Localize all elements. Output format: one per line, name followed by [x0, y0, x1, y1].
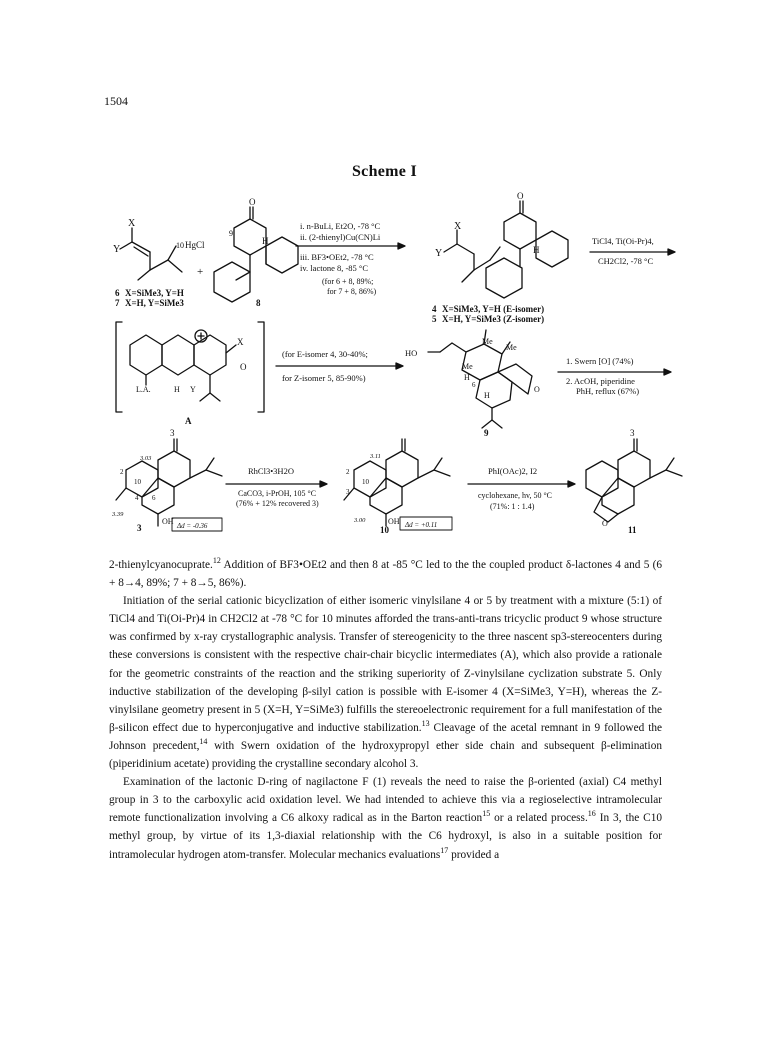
o-label-9: O: [534, 385, 540, 394]
c9-label: 9: [229, 229, 233, 238]
c4-label: 4: [135, 494, 139, 502]
c3-label-10: 3: [346, 488, 350, 496]
h-label-a: H: [174, 385, 180, 394]
y-label-a: Y: [190, 385, 196, 394]
c2-label-10: 2: [346, 468, 350, 476]
paragraph-3: Examination of the lactonic D-ring of nagilactone F (1) reveals the need to raise the β-oriented (axial) C4 methyl group in 3 to the carboxylic acid oxidation level. We had intended to achieve this via a regioselective intramolecular remote functionalization involving a C6 alkoxy radical as in the Barton reaction$^{15}$ or a related process.$^{16}$ In 3, the C10 methyl group, by virtue of its 1,3-diaxial relationship with the C6 hydroxyl, is also in a suitable position for intramolecular hydrogen atom-transfer. Molecular mechanics evaluations$^{17}$ provided a: [109, 776, 663, 861]
cond-recovered: (76% + 12% recovered 3): [236, 499, 319, 508]
label-7: 7: [115, 298, 120, 308]
hgcl-label: HgCl: [185, 240, 205, 250]
c10-label-3: 10: [134, 478, 141, 486]
me-label-2: Me: [506, 343, 517, 352]
label-6: 6: [115, 288, 120, 298]
y-label: Y: [113, 244, 121, 255]
yield-a: (for 6 + 8, 89%;: [322, 277, 374, 286]
oh-label-10: OH: [388, 517, 400, 526]
h-label: H: [262, 236, 269, 246]
me-label-3: Me: [462, 362, 473, 371]
oh-label: OH: [162, 517, 174, 526]
label-4: 4: [432, 304, 437, 314]
scheme-title: Scheme I: [351, 163, 418, 180]
body-text: [109, 556, 662, 864]
x-label: X: [128, 218, 136, 229]
reagent-ticl4: TiCl4, Ti(Oi-Pr)4,: [592, 236, 654, 246]
o-label-11: 3: [630, 428, 635, 438]
c10-label-10: 10: [362, 478, 369, 486]
reagent-phi: PhI(OAc)2, I2: [488, 466, 538, 476]
c10-label: 10: [176, 241, 184, 250]
delta-10: Δd = +0.11: [405, 521, 438, 529]
label-11: 11: [628, 525, 637, 535]
page-number: 1504: [104, 94, 128, 108]
shift-303: 3.03: [140, 455, 152, 462]
plus-sign: +: [197, 266, 204, 278]
step-ii: ii. (2-thienyl)Cu(CN)Li: [300, 232, 381, 242]
cond-z: for Z-isomer 5, 85-90%): [282, 373, 366, 383]
label-8: 8: [256, 298, 261, 308]
o-label-11b: O: [602, 519, 608, 528]
structure-10: [344, 439, 450, 526]
o-label: O: [249, 197, 256, 207]
structure-8: [214, 207, 298, 302]
cond-hv: cyclohexane, hv, 50 °C: [478, 491, 552, 500]
shift-300: 3.00: [354, 517, 366, 524]
paragraph-1: 2-thienylcyanocuprate.$^{12}$ Addition of BF3•OEt2 and then 8 at -85 °C led to the the coupled product δ-lactones 4 and 5 (6 + 8→4, 89%; 7 + 8→5, 86%).: [109, 556, 662, 590]
c6-label-3: 6: [152, 494, 156, 502]
step-reflux: PhH, reflux (67%): [576, 386, 640, 396]
step-swern: 1. Swern [O] (74%): [566, 356, 634, 366]
structure-6-7: [120, 228, 182, 280]
label-9: 9: [484, 428, 489, 438]
paragraph-2: Initiation of the serial cationic bicyclization of either isomeric vinylsilane 4 or 5 by treatment with a mixture (5:1) of TiCl4 and Ti(Oi-Pr)4 in CH2Cl2 at -78 °C for 10 minutes afforded the trans-anti-trans tricyclic product 9 whose structure was confirmed by x-ray crystallographic analysis. Transfer of stereogenicity to the three nascent sp3-stereocenters during these conversions is consistent with the respective chair-chair bicyclic intermediates (A), which also provide a rationale for the geometric constraints of the reaction and the striking superiority of Z-vinylsilane cyclization substrate 5. Only inductive stabilization of the developing β-silyl cation is possible with E-isomer 4 (X=SiMe3, Y=H), whereas the Z-vinylsilane geometry present in 5 (X=H, Y=SiMe3) fulfills the stereoelectronic requirement for a full manifestation of the β-silicon effect due to hyperconjugative and inductive stabilization.$^{13}$ Cleavage of the acetal remnant in 9 followed the Johnson precedent,$^{14}$ with Swern oxidation of the hydroxypropyl ether side chain and subsequent β-elimination (piperidinium acetate) providing the crystalline secondary alcohol 3.: [109, 595, 662, 771]
shift-339: 3.39: [112, 511, 124, 518]
label-5-def: X=H, Y=SiMe3 (Z-isomer): [442, 314, 545, 324]
o-label-a: O: [240, 362, 247, 372]
reagent-ch2cl2: CH2Cl2, -78 °C: [598, 256, 654, 266]
y-label-45: Y: [435, 248, 443, 259]
label-3: 3: [137, 523, 142, 533]
label-a: A: [185, 416, 192, 426]
step-iii: iii. BF3•OEt2, -78 °C: [300, 252, 374, 262]
reagent-rhcl3: RhCl3•3H2O: [248, 466, 294, 476]
step-i: i. n-BuLi, Et2O, -78 °C: [300, 221, 381, 231]
step-acoh: 2. AcOH, piperidine: [566, 376, 635, 386]
h-label-45: H: [533, 245, 540, 255]
c2-label: 2: [120, 468, 124, 476]
label-5: 5: [432, 314, 437, 324]
o-label-3: 3: [170, 428, 175, 438]
structure-3: [116, 439, 222, 526]
delta-3: Δd = -0.36: [177, 522, 208, 530]
c6-label: 6: [472, 381, 476, 389]
structure-4-5: [444, 201, 568, 298]
yield-b: for 7 + 8, 86%): [327, 287, 377, 296]
label-4-def: X=SiMe3, Y=H (E-isomer): [442, 304, 545, 314]
step-iv: iv. lactone 8, -85 °C: [300, 263, 368, 273]
h-label-9: H: [484, 391, 490, 400]
o-label-45: O: [517, 191, 524, 201]
label-6-def: X=SiMe3, Y=H: [125, 288, 184, 298]
label-7-def: X=H, Y=SiMe3: [125, 298, 184, 308]
cond-caco3: CaCO3, i-PrOH, 105 °C: [238, 489, 317, 498]
x-label-45: X: [454, 221, 462, 232]
ho-label: HO: [405, 348, 418, 358]
x-label-a: X: [237, 337, 244, 347]
la-label: L.A.: [136, 385, 151, 394]
label-10: 10: [380, 525, 389, 535]
h6-label: H: [464, 373, 470, 382]
structure-11: [586, 439, 682, 522]
cond-ratio: (71%: 1 : 1.4): [490, 502, 535, 511]
me-label-1: Me: [482, 337, 493, 346]
cond-e: (for E-isomer 4, 30-40%;: [282, 349, 368, 359]
shift-311: 3.11: [370, 453, 381, 460]
